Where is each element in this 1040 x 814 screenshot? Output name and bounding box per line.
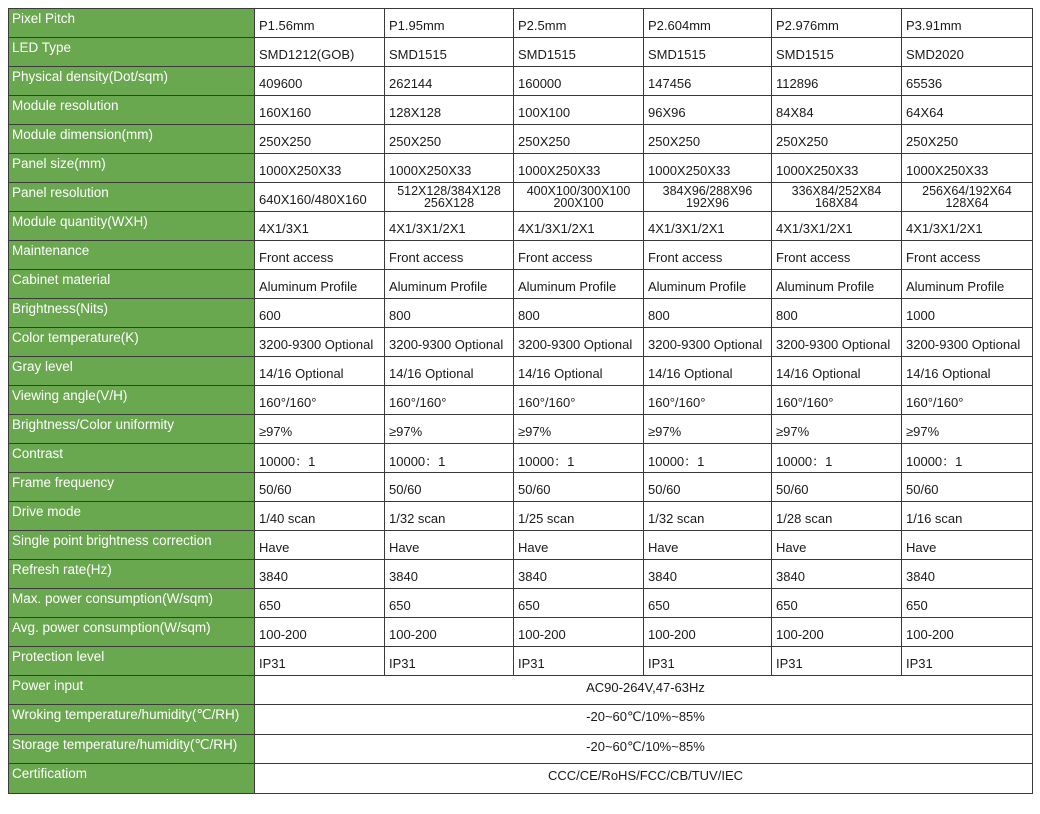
spec-value: 50/60 bbox=[385, 473, 514, 502]
spec-value: SMD1515 bbox=[385, 38, 514, 67]
spec-value: Aluminum Profile bbox=[385, 270, 514, 299]
spec-value: P1.56mm bbox=[255, 9, 385, 38]
spec-value: Have bbox=[772, 531, 902, 560]
spec-table-body bbox=[9, 9, 1033, 794]
spec-value: Aluminum Profile bbox=[902, 270, 1033, 299]
spec-value: 100-200 bbox=[902, 618, 1033, 647]
spec-value: 4X1/3X1/2X1 bbox=[902, 212, 1033, 241]
spec-value: Aluminum Profile bbox=[255, 270, 385, 299]
spec-value: Have bbox=[255, 531, 385, 560]
spec-label: Panel size(mm) bbox=[9, 154, 255, 183]
spec-value: 800 bbox=[772, 299, 902, 328]
spec-value: Aluminum Profile bbox=[772, 270, 902, 299]
spec-value: IP31 bbox=[772, 647, 902, 676]
spec-row bbox=[9, 531, 1033, 560]
spec-row bbox=[9, 386, 1033, 415]
spec-row bbox=[9, 502, 1033, 531]
spec-label: Drive mode bbox=[9, 502, 255, 531]
spec-value: 160°/160° bbox=[644, 386, 772, 415]
spec-value: 10000：1 bbox=[644, 444, 772, 473]
spec-row-merged bbox=[9, 705, 1033, 735]
spec-row bbox=[9, 647, 1033, 676]
spec-value: 1000X250X33 bbox=[644, 154, 772, 183]
spec-value: Front access bbox=[644, 241, 772, 270]
spec-value: 100X100 bbox=[514, 96, 644, 125]
spec-value: ≥97% bbox=[644, 415, 772, 444]
spec-label: Maintenance bbox=[9, 241, 255, 270]
spec-value: 1000X250X33 bbox=[902, 154, 1033, 183]
spec-value: 1000X250X33 bbox=[255, 154, 385, 183]
spec-value: Front access bbox=[255, 241, 385, 270]
spec-value: ≥97% bbox=[902, 415, 1033, 444]
spec-value: IP31 bbox=[385, 647, 514, 676]
spec-row bbox=[9, 96, 1033, 125]
spec-value: 3840 bbox=[385, 560, 514, 589]
spec-row bbox=[9, 299, 1033, 328]
spec-value: ≥97% bbox=[772, 415, 902, 444]
spec-row bbox=[9, 241, 1033, 270]
spec-value: P2.976mm bbox=[772, 9, 902, 38]
spec-value: 384X96/288X96 192X96 bbox=[644, 183, 772, 212]
spec-row bbox=[9, 328, 1033, 357]
spec-value: SMD1212(GOB) bbox=[255, 38, 385, 67]
spec-label: Brightness(Nits) bbox=[9, 299, 255, 328]
spec-value: 10000：1 bbox=[772, 444, 902, 473]
spec-value: 160°/160° bbox=[385, 386, 514, 415]
spec-value: Have bbox=[902, 531, 1033, 560]
spec-row bbox=[9, 154, 1033, 183]
spec-value: 160°/160° bbox=[255, 386, 385, 415]
spec-row bbox=[9, 212, 1033, 241]
spec-row bbox=[9, 473, 1033, 502]
spec-label: Color temperature(K) bbox=[9, 328, 255, 357]
spec-value: 512X128/384X128 256X128 bbox=[385, 183, 514, 212]
spec-value: Have bbox=[644, 531, 772, 560]
spec-value: ≥97% bbox=[255, 415, 385, 444]
spec-value: P1.95mm bbox=[385, 9, 514, 38]
spec-value: 160°/160° bbox=[514, 386, 644, 415]
spec-value: 112896 bbox=[772, 67, 902, 96]
spec-label: Physical density(Dot/sqm) bbox=[9, 67, 255, 96]
spec-value: 100-200 bbox=[644, 618, 772, 647]
spec-value: 1/28 scan bbox=[772, 502, 902, 531]
spec-row bbox=[9, 444, 1033, 473]
spec-value: 4X1/3X1/2X1 bbox=[514, 212, 644, 241]
spec-value: 4X1/3X1/2X1 bbox=[772, 212, 902, 241]
spec-value: IP31 bbox=[514, 647, 644, 676]
spec-value: IP31 bbox=[902, 647, 1033, 676]
spec-value: 640X160/480X160 bbox=[255, 183, 385, 212]
spec-value: 800 bbox=[385, 299, 514, 328]
spec-value-merged: -20~60℃/10%~85% bbox=[255, 735, 1033, 764]
spec-label: Viewing angle(V/H) bbox=[9, 386, 255, 415]
spec-value: SMD1515 bbox=[514, 38, 644, 67]
spec-value: 14/16 Optional bbox=[385, 357, 514, 386]
spec-value: 262144 bbox=[385, 67, 514, 96]
spec-value: 800 bbox=[644, 299, 772, 328]
spec-label: Single point brightness correction bbox=[9, 531, 255, 560]
spec-value: P2.5mm bbox=[514, 9, 644, 38]
spec-label: Panel resolution bbox=[9, 183, 255, 212]
spec-value: 1/40 scan bbox=[255, 502, 385, 531]
spec-row bbox=[9, 357, 1033, 386]
spec-row-merged bbox=[9, 764, 1033, 794]
spec-value: Aluminum Profile bbox=[514, 270, 644, 299]
spec-value: 50/60 bbox=[902, 473, 1033, 502]
spec-row bbox=[9, 125, 1033, 154]
spec-value: 3200-9300 Optional bbox=[644, 328, 772, 357]
spec-value: 256X64/192X64 128X64 bbox=[902, 183, 1033, 212]
spec-value: 650 bbox=[514, 589, 644, 618]
spec-value: 250X250 bbox=[385, 125, 514, 154]
led-spec-table bbox=[8, 8, 1033, 794]
spec-value-merged: AC90-264V,47-63Hz bbox=[255, 676, 1033, 705]
spec-value: 14/16 Optional bbox=[514, 357, 644, 386]
spec-value: 600 bbox=[255, 299, 385, 328]
spec-value: 3200-9300 Optional bbox=[255, 328, 385, 357]
spec-value: 250X250 bbox=[772, 125, 902, 154]
spec-label: Frame frequency bbox=[9, 473, 255, 502]
spec-value: 1000 bbox=[902, 299, 1033, 328]
spec-value: 84X84 bbox=[772, 96, 902, 125]
spec-value: 10000：1 bbox=[514, 444, 644, 473]
spec-value: 14/16 Optional bbox=[902, 357, 1033, 386]
spec-label: Power input bbox=[9, 676, 255, 705]
spec-row bbox=[9, 67, 1033, 96]
spec-value: 64X64 bbox=[902, 96, 1033, 125]
spec-label: Contrast bbox=[9, 444, 255, 473]
spec-value: P2.604mm bbox=[644, 9, 772, 38]
spec-label: Gray level bbox=[9, 357, 255, 386]
spec-value: 14/16 Optional bbox=[644, 357, 772, 386]
spec-value: Front access bbox=[902, 241, 1033, 270]
spec-value: 3200-9300 Optional bbox=[514, 328, 644, 357]
spec-value: 65536 bbox=[902, 67, 1033, 96]
spec-value: 1/16 scan bbox=[902, 502, 1033, 531]
spec-row bbox=[9, 415, 1033, 444]
spec-label: Wroking temperature/humidity(℃/RH) bbox=[9, 705, 255, 735]
spec-value: Have bbox=[385, 531, 514, 560]
spec-label: Storage temperature/humidity(℃/RH) bbox=[9, 735, 255, 764]
spec-value: 336X84/252X84 168X84 bbox=[772, 183, 902, 212]
spec-value: 96X96 bbox=[644, 96, 772, 125]
spec-value: 3840 bbox=[902, 560, 1033, 589]
spec-value: 3200-9300 Optional bbox=[772, 328, 902, 357]
spec-label: Avg. power consumption(W/sqm) bbox=[9, 618, 255, 647]
spec-value: 160X160 bbox=[255, 96, 385, 125]
spec-value: 3840 bbox=[255, 560, 385, 589]
spec-label: Refresh rate(Hz) bbox=[9, 560, 255, 589]
spec-value: 3840 bbox=[772, 560, 902, 589]
spec-value: 50/60 bbox=[514, 473, 644, 502]
spec-value: 650 bbox=[644, 589, 772, 618]
spec-value: 10000：1 bbox=[255, 444, 385, 473]
spec-value: IP31 bbox=[644, 647, 772, 676]
spec-row bbox=[9, 270, 1033, 299]
spec-value: 1/32 scan bbox=[644, 502, 772, 531]
spec-value: Aluminum Profile bbox=[644, 270, 772, 299]
spec-label: Max. power consumption(W/sqm) bbox=[9, 589, 255, 618]
spec-value: 250X250 bbox=[514, 125, 644, 154]
spec-value: ≥97% bbox=[385, 415, 514, 444]
spec-value: 1000X250X33 bbox=[772, 154, 902, 183]
spec-label: Brightness/Color uniformity bbox=[9, 415, 255, 444]
spec-label: Module dimension(mm) bbox=[9, 125, 255, 154]
spec-row bbox=[9, 38, 1033, 67]
spec-value: 3840 bbox=[644, 560, 772, 589]
spec-value: P3.91mm bbox=[902, 9, 1033, 38]
spec-value: IP31 bbox=[255, 647, 385, 676]
spec-value: 4X1/3X1/2X1 bbox=[385, 212, 514, 241]
spec-value: SMD2020 bbox=[902, 38, 1033, 67]
spec-value: 1/32 scan bbox=[385, 502, 514, 531]
spec-value: 50/60 bbox=[772, 473, 902, 502]
spec-value-merged: CCC/CE/RoHS/FCC/CB/TUV/IEC bbox=[255, 764, 1033, 794]
spec-value: 100-200 bbox=[514, 618, 644, 647]
spec-row bbox=[9, 9, 1033, 38]
spec-value: 100-200 bbox=[385, 618, 514, 647]
spec-value: 160000 bbox=[514, 67, 644, 96]
spec-value: 50/60 bbox=[644, 473, 772, 502]
spec-value: 250X250 bbox=[902, 125, 1033, 154]
spec-value: 160°/160° bbox=[902, 386, 1033, 415]
spec-value: Front access bbox=[514, 241, 644, 270]
spec-label: Certificatiom bbox=[9, 764, 255, 794]
spec-value: 650 bbox=[772, 589, 902, 618]
spec-row-merged bbox=[9, 676, 1033, 705]
spec-value: Have bbox=[514, 531, 644, 560]
spec-value: 4X1/3X1 bbox=[255, 212, 385, 241]
spec-value: SMD1515 bbox=[644, 38, 772, 67]
spec-value: ≥97% bbox=[514, 415, 644, 444]
spec-value: 1000X250X33 bbox=[385, 154, 514, 183]
spec-value-merged: -20~60℃/10%~85% bbox=[255, 705, 1033, 735]
spec-value: 400X100/300X100 200X100 bbox=[514, 183, 644, 212]
spec-value: 1000X250X33 bbox=[514, 154, 644, 183]
spec-value: 14/16 Optional bbox=[772, 357, 902, 386]
spec-value: 147456 bbox=[644, 67, 772, 96]
spec-value: 50/60 bbox=[255, 473, 385, 502]
spec-value: 128X128 bbox=[385, 96, 514, 125]
spec-value: 10000：1 bbox=[385, 444, 514, 473]
spec-label: Module quantity(WXH) bbox=[9, 212, 255, 241]
spec-value: 4X1/3X1/2X1 bbox=[644, 212, 772, 241]
spec-row-merged bbox=[9, 735, 1033, 764]
spec-value: 650 bbox=[255, 589, 385, 618]
spec-value: 100-200 bbox=[772, 618, 902, 647]
spec-value: 3200-9300 Optional bbox=[902, 328, 1033, 357]
spec-row bbox=[9, 560, 1033, 589]
spec-value: 100-200 bbox=[255, 618, 385, 647]
spec-value: 1/25 scan bbox=[514, 502, 644, 531]
spec-value: Front access bbox=[772, 241, 902, 270]
spec-row bbox=[9, 183, 1033, 212]
spec-value: 160°/160° bbox=[772, 386, 902, 415]
spec-value: 650 bbox=[902, 589, 1033, 618]
spec-value: 650 bbox=[385, 589, 514, 618]
spec-value: 10000：1 bbox=[902, 444, 1033, 473]
spec-label: LED Type bbox=[9, 38, 255, 67]
spec-value: 800 bbox=[514, 299, 644, 328]
spec-value: 250X250 bbox=[644, 125, 772, 154]
spec-label: Pixel Pitch bbox=[9, 9, 255, 38]
spec-value: SMD1515 bbox=[772, 38, 902, 67]
spec-value: 14/16 Optional bbox=[255, 357, 385, 386]
spec-row bbox=[9, 589, 1033, 618]
spec-label: Module resolution bbox=[9, 96, 255, 125]
spec-value: 3200-9300 Optional bbox=[385, 328, 514, 357]
spec-value: 409600 bbox=[255, 67, 385, 96]
spec-label: Protection level bbox=[9, 647, 255, 676]
spec-row bbox=[9, 618, 1033, 647]
spec-value: 3840 bbox=[514, 560, 644, 589]
spec-label: Cabinet material bbox=[9, 270, 255, 299]
spec-value: 250X250 bbox=[255, 125, 385, 154]
spec-value: Front access bbox=[385, 241, 514, 270]
